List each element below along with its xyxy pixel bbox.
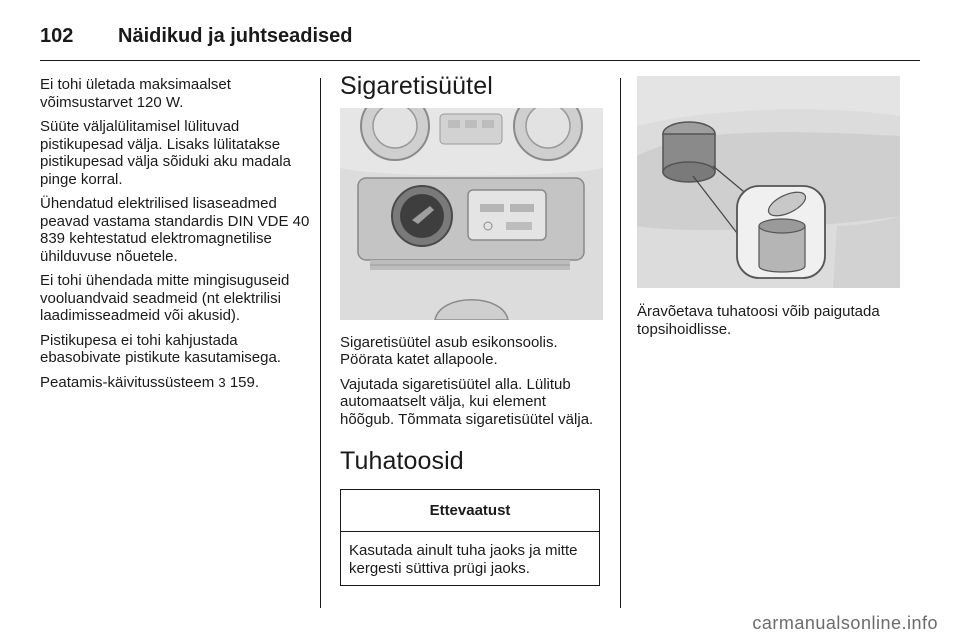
ashtray-illustration: [637, 76, 900, 288]
header-rule: [40, 60, 920, 61]
column-middle: [340, 72, 604, 586]
section-heading-cigarette-lighter: Sigaretisüütel: [340, 72, 493, 100]
cigarette-lighter-illustration: [340, 108, 603, 320]
paragraph: Süüte väljalülitamisel lülituvad pistikupesad välja. Lisaks lülitatakse pistikupesad välja sõiduki aku madala pinge korral.: [40, 118, 291, 188]
page-number: 102: [40, 24, 74, 47]
paragraph: Ei tohi ühendada mitte mingisuguseid vooluandvaid seadmeid (nt elektrilisi laadimisseadmeid või akusid).: [40, 272, 290, 324]
column-right: [637, 76, 907, 345]
column-left: [40, 76, 312, 398]
page-reference-icon: 3: [218, 374, 226, 390]
paragraph: Sigaretisüütel asub esikonsoolis. Pöörata katet allapoole.: [340, 333, 558, 368]
paragraph: Pistikupesa ei tohi kahjustada ebasobivate pistikute kasutamisega.: [40, 331, 281, 366]
caution-box: [340, 489, 600, 587]
page-header: [40, 14, 920, 58]
caution-title: Ettevaatust: [341, 490, 599, 533]
paragraph-reference: [40, 374, 312, 392]
paragraph: Ei tohi ületada maksimaalset võimsustarvet 120 W.: [40, 76, 231, 111]
caution-body: Kasutada ainult tuha jaoks ja mitte kergesti süttiva prügi jaoks.: [349, 542, 578, 577]
reference-text: Peatamis-käivitussüsteem: [40, 373, 215, 391]
caption: Äravõetava tuhatoosi võib paigutada topsihoidlisse.: [637, 303, 880, 338]
column-divider: [320, 78, 321, 608]
paragraph: Ühendatud elektrilised lisaseadmed peavad vastama standardis DIN VDE 40 839 kehtestatud elektromagnetilise ühilduvuse nõuetele.: [40, 195, 310, 265]
paragraph: Vajutada sigaretisüütel alla. Lülitub automaatselt välja, kui element hõõgub. Tõmmata sigaretisüütel välja.: [340, 375, 594, 428]
reference-page-link[interactable]: 159.: [229, 373, 260, 391]
page-title: Näidikud ja juhtseadised: [118, 24, 353, 47]
section-heading-ashtrays: Tuhatoosid: [340, 447, 464, 475]
column-divider: [620, 78, 621, 608]
watermark: carmanualsonline.info: [752, 613, 938, 633]
